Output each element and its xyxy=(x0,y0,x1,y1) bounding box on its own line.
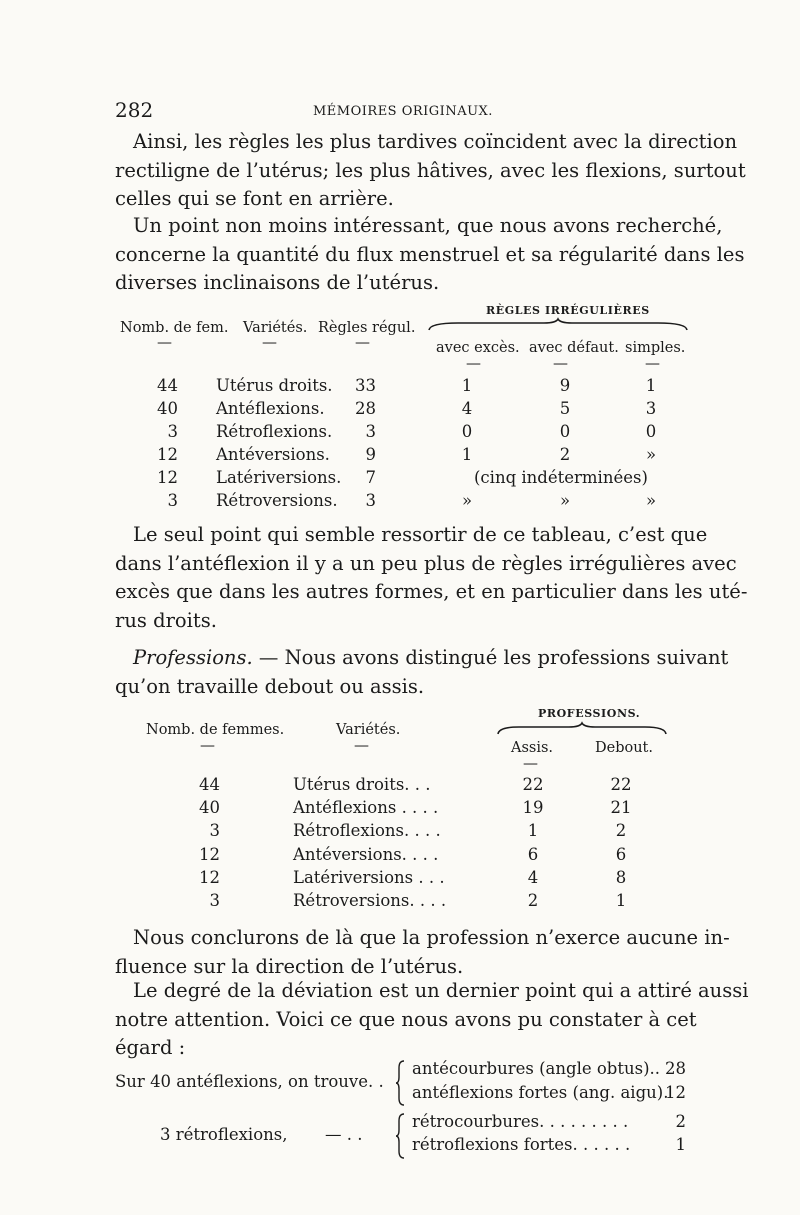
cell-regul: 3 xyxy=(365,422,376,441)
section-lead: Professions. xyxy=(133,646,253,669)
text-line: qu’on travaille debout ou assis. xyxy=(115,674,425,698)
cell-debout: 1 xyxy=(615,891,627,910)
group1-item-label: antécourbures (angle obtus).. xyxy=(412,1059,660,1078)
cell-variety: Rétroflexions. xyxy=(216,422,333,441)
cell-simples: 1 xyxy=(645,376,657,395)
cell-variety: Latériversions. xyxy=(216,468,342,487)
cell-assis: 22 xyxy=(522,775,544,794)
cell-n: 12 xyxy=(199,868,220,887)
cell-regul: 33 xyxy=(355,376,376,395)
cell-n: 3 xyxy=(209,821,220,840)
cell-variety: Rétroflexions. . . . xyxy=(293,821,441,840)
cell-assis: 1 xyxy=(527,821,539,840)
cell-exces: 1 xyxy=(461,445,473,464)
group2-item-value: 2 xyxy=(675,1112,686,1131)
text-line: dans l’antéflexion il y a un peu plus de règles irrégulières avec xyxy=(115,551,737,575)
cell-simples: 3 xyxy=(645,399,657,418)
text-line: Ainsi, les règles les plus tardives coïncident avec la direction xyxy=(133,130,738,153)
cell-n: 40 xyxy=(199,798,220,817)
cell-n: 40 xyxy=(157,399,178,418)
cell-variety: Latériversions . . . xyxy=(293,868,445,887)
brace-group2 xyxy=(396,1113,406,1159)
table1-dash: — xyxy=(553,354,568,372)
cell-n: 12 xyxy=(157,445,178,464)
cell-debout: 21 xyxy=(610,798,632,817)
table2-dash: — xyxy=(523,754,538,772)
cell-assis: 19 xyxy=(522,798,544,817)
cell-debout: 22 xyxy=(610,775,632,794)
table1-dash: — xyxy=(466,354,481,372)
group2-dash: — . . xyxy=(325,1125,363,1144)
group2-label: 3 rétroflexions, xyxy=(160,1125,288,1144)
table2-col-variety: Variétés. xyxy=(336,722,401,738)
text-line: diverses inclinaisons de l’utérus. xyxy=(115,271,440,294)
text-fragment: — Nous avons distingué les professions suivant xyxy=(258,646,729,669)
text-line: Le seul point qui semble ressortir de ce tableau, c’est que xyxy=(133,523,708,546)
text-line: Nous conclurons de là que la profession n’exerce aucune in- xyxy=(133,926,730,949)
group1-label: Sur 40 antéflexions, on trouve. . xyxy=(115,1072,384,1091)
table1-dash: — xyxy=(157,333,172,351)
cell-n: 12 xyxy=(199,845,220,864)
brace-group1 xyxy=(396,1060,406,1106)
cell-exces: 1 xyxy=(461,376,473,395)
cell-regul: 9 xyxy=(365,445,376,464)
cell-debout: 2 xyxy=(615,821,627,840)
cell-n: 12 xyxy=(157,468,178,487)
table1-dash: — xyxy=(645,354,660,372)
text-line: Un point non moins intéressant, que nous avons recherché, xyxy=(133,214,723,237)
cell-variety: Utérus droits. . . xyxy=(293,775,431,794)
page-number: 282 xyxy=(115,98,154,122)
text-line: celles qui se font en arrière. xyxy=(115,187,394,210)
cell-simples: » xyxy=(645,445,657,464)
paragraph-4 xyxy=(115,644,729,701)
text-line: égard : xyxy=(115,1036,186,1059)
cell-debout: 8 xyxy=(615,868,627,887)
table1-col-regul: Règles régul. xyxy=(318,320,416,336)
table2-col-debout: Debout. xyxy=(595,740,653,756)
cell-note: (cinq indéterminées) xyxy=(474,468,648,487)
group2-item-label: rétroflexions fortes. . . . . . xyxy=(412,1135,631,1154)
cell-simples: 0 xyxy=(645,422,657,441)
cell-defaut: 5 xyxy=(559,399,571,418)
table2-col-assis: Assis. xyxy=(511,740,554,756)
group1-item-value: 28 xyxy=(665,1059,686,1078)
table1-brace xyxy=(428,318,688,332)
table1-col-defaut: avec défaut. xyxy=(529,340,619,356)
group2-item-label: rétrocourbures. . . . . . . . . xyxy=(412,1112,629,1131)
cell-variety: Utérus droits. xyxy=(216,376,333,395)
running-title: MÉMOIRES ORIGINAUX. xyxy=(313,104,493,119)
group1-item-label: antéflexions fortes (ang. aigu). xyxy=(412,1083,669,1102)
table1-col-n: Nomb. de fem. xyxy=(120,320,229,336)
cell-variety: Antéflexions . . . . xyxy=(293,798,439,817)
cell-regul: 3 xyxy=(365,491,376,510)
cell-n: 44 xyxy=(199,775,220,794)
text-line: notre attention. Voici ce que nous avons pu constater à cet xyxy=(115,1007,697,1031)
paragraph-3 xyxy=(115,521,748,635)
cell-defaut: 0 xyxy=(559,422,571,441)
table1-dash: — xyxy=(262,333,277,351)
cell-defaut: 9 xyxy=(559,376,571,395)
table1-col-exces: avec excès. xyxy=(436,340,520,356)
table1-col-variety: Variétés. xyxy=(243,320,308,336)
cell-assis: 2 xyxy=(527,891,539,910)
text-line: fluence sur la direction de l’utérus. xyxy=(115,954,464,978)
text-line: excès que dans les autres formes, et en particulier dans les uté- xyxy=(115,580,748,603)
cell-variety: Rétroversions. . . . xyxy=(293,891,447,910)
cell-variety: Antéversions. xyxy=(216,445,330,464)
paragraph-5 xyxy=(115,924,730,981)
paragraph-1 xyxy=(115,128,746,214)
cell-variety: Antéflexions. xyxy=(216,399,325,418)
cell-regul: 7 xyxy=(365,468,376,487)
text-line: concerne la quantité du flux menstruel et sa régularité dans les xyxy=(115,242,745,266)
table2-brace xyxy=(497,722,667,736)
cell-n: 3 xyxy=(167,422,178,441)
cell-variety: Antéversions. . . . xyxy=(293,845,439,864)
cell-n: 44 xyxy=(157,376,178,395)
text-line: rus droits. xyxy=(115,608,217,632)
table2-dash: — xyxy=(354,736,369,754)
cell-n: 3 xyxy=(209,891,220,910)
cell-defaut: » xyxy=(559,491,571,510)
cell-defaut: 2 xyxy=(559,445,571,464)
text-line: Le degré de la déviation est un dernier point qui a attiré aussi xyxy=(133,979,749,1002)
cell-regul: 28 xyxy=(355,399,376,418)
cell-exces: » xyxy=(461,491,473,510)
paragraph-2 xyxy=(115,212,745,298)
table2-dash: — xyxy=(200,736,215,754)
table2-group-header: PROFESSIONS. xyxy=(538,707,641,720)
cell-variety: Rétroversions. xyxy=(216,491,338,510)
group1-item-value: 12 xyxy=(665,1083,686,1102)
cell-assis: 6 xyxy=(527,845,539,864)
table1-col-simples: simples. xyxy=(625,340,686,356)
table1-group-header: RÈGLES IRRÉGULIÈRES xyxy=(486,304,650,317)
text-line: rectiligne de l’utérus; les plus hâtives, avec les flexions, surtout xyxy=(115,158,746,182)
text-line xyxy=(115,644,729,673)
cell-exces: 0 xyxy=(461,422,473,441)
cell-assis: 4 xyxy=(527,868,539,887)
group2-item-value: 1 xyxy=(675,1135,686,1154)
cell-n: 3 xyxy=(167,491,178,510)
paragraph-6 xyxy=(115,977,749,1063)
cell-debout: 6 xyxy=(615,845,627,864)
table2-col-n: Nomb. de femmes. xyxy=(146,722,285,738)
cell-exces: 4 xyxy=(461,399,473,418)
cell-simples: » xyxy=(645,491,657,510)
table1-dash: — xyxy=(355,333,370,351)
